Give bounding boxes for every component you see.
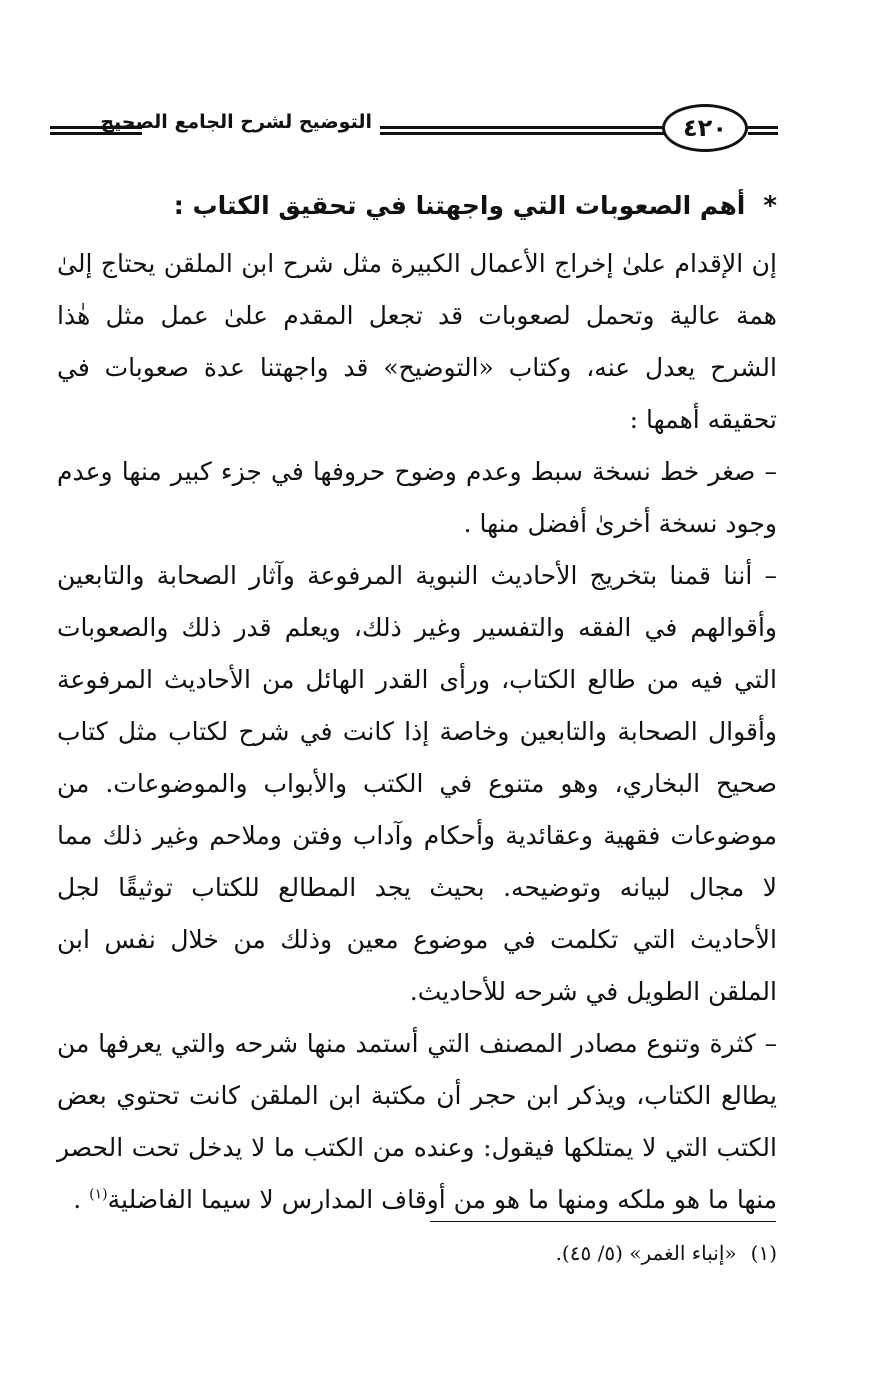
page-header — [50, 96, 778, 166]
footnote-reference[interactable]: (١) — [89, 1186, 108, 1203]
footnote — [97, 1236, 777, 1270]
footnote-number: (١) — [750, 1241, 777, 1265]
body-text — [57, 238, 777, 1226]
page-number: ٤٢٠ — [662, 104, 748, 152]
header-rule-tail — [748, 126, 778, 135]
list-item-sources-end: . — [73, 1185, 90, 1214]
header-rule-right — [380, 126, 664, 135]
footnote-text: «إنباء الغمر» (٥/ ٤٥). — [555, 1241, 737, 1265]
list-item-sources — [57, 1018, 777, 1226]
intro-paragraph: إن الإقدام علىٰ إخراج الأعمال الكبيرة مثل شرح ابن الملقن يحتاج إلىٰ همة عالية وتحمل لصعوبات قد تجعل المقدم علىٰ عمل مثل هٰذا الشرح يعدل عنه، وكتاب «التوضيح» قد واجهتنا عدة صعوبات في تحقيقه أهمها : — [57, 249, 777, 434]
section-heading — [97, 186, 777, 226]
list-item-hadith-takhrij: – أننا قمنا بتخريج الأحاديث النبوية المرفوعة وآثار الصحابة والتابعين وأقوالهم في الفقه والتفسير وغير ذلك، ويعلم قدر ذلك والصعوبات التي فيه من طالع الكتاب، ورأى القدر الهائل من الأحاديث المرفوعة وأقوال الصحابة والتابعين وخاصة إذا كانت في شرح لكتاب مثل كتاب صحيح البخاري، وهو متنوع في الكتب والأبواب والموضوعات. من موضوعات فقهية وعقائدية وأحكام وآداب وفتن وملاحم وغير ذلك مما لا مجال لبيانه وتوضيحه. بحيث يجد المطالع للكتاب توثيقًا لجل الأحاديث التي تكلمت في موضوع معين وذلك من خلال نفس ابن الملقن الطويل في شرحه للأحاديث. — [57, 561, 777, 1006]
running-title: التوضيح لشرح الجامع الصحيح — [100, 111, 372, 133]
heading-bullet: * — [763, 191, 777, 221]
footnote-separator — [430, 1221, 776, 1222]
list-item-sources-text: – كثرة وتنوع مصادر المصنف التي أستمد منها شرحه والتي يعرفها من يطالع الكتاب، ويذكر ابن حجر أن مكتبة ابن الملقن كانت تحتوي بعض الكتب التي لا يمتلكها فيقول: وعنده من الكتب ما لا يدخل تحت الحصر منها ما هو ملكه ومنها ما هو من أوقاف المدارس لا سيما الفاضلية — [57, 1029, 777, 1214]
heading-text: أهم الصعوبات التي واجهتنا في تحقيق الكتاب : — [173, 191, 746, 220]
list-item-script-difficulty: – صغر خط نسخة سبط وعدم وضوح حروفها في جزء كبير منها وعدم وجود نسخة أخرىٰ أفضل منها . — [57, 457, 777, 538]
